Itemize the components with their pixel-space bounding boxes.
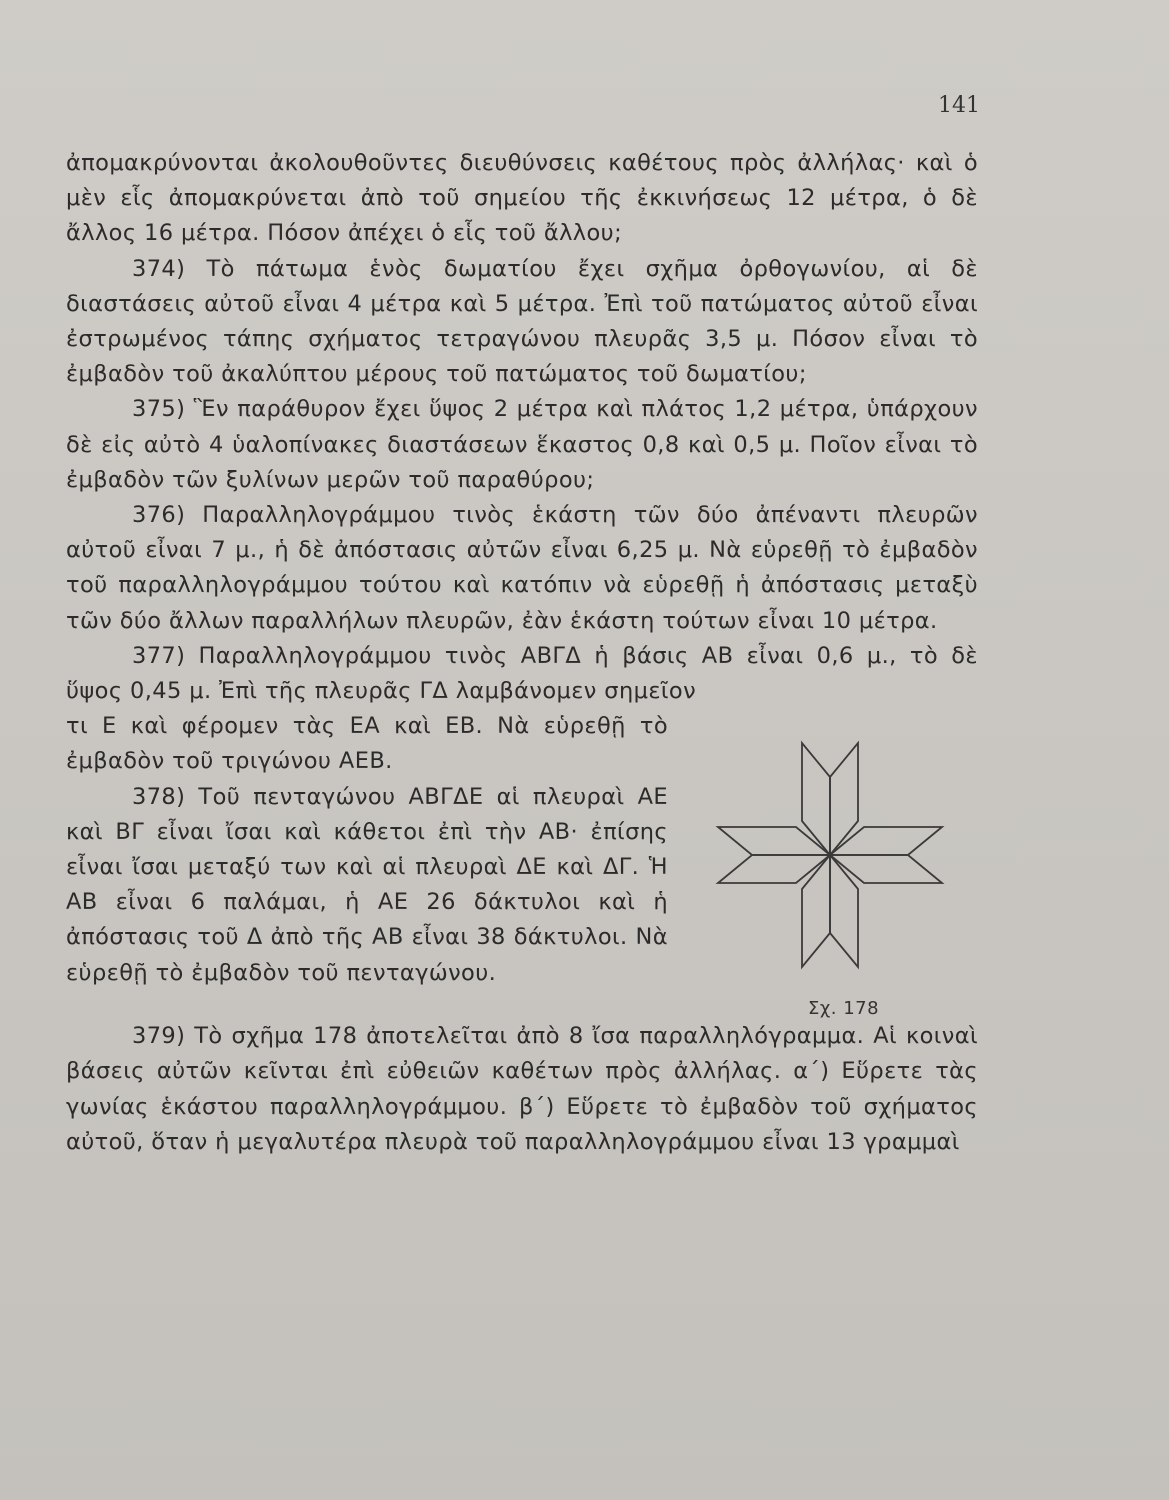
exercise-375: 375) Ἓν παράθυρον ἔχει ὕψος 2 μέτρα καὶ πλάτος 1,2 μέτρα, ὑπάρχουν δὲ εἰς αὐτὸ 4 ὑαλοπίνακες διαστάσεων ἕκαστος 0,8 καὶ 0,5 μ. Ποῖον εἶναι τὸ ἐμβαδὸν τῶν ξυλίνων μερῶν τοῦ παραθύρου; bbox=[66, 396, 978, 493]
parallelogram-5 bbox=[830, 855, 858, 967]
page-text bbox=[66, 146, 978, 1160]
parallelogram-4 bbox=[830, 855, 942, 883]
exercise-377-first-lines: 377) Παραλληλογράμμου τινὸς ΑΒΓΔ ἡ βάσις ΑΒ εἶναι 0,6 μ., τὸ δὲ ὕψος 0,45 μ. Ἐπὶ τῆς πλευρᾶς ΓΔ λαμβάνομεν σημεῖον bbox=[66, 642, 978, 705]
exercise-379: 379) Τὸ σχῆμα 178 ἀποτελεῖται ἀπὸ 8 ἴσα παραλληλόγραμμα. Αἱ κοιναὶ βάσεις αὐτῶν κεῖνται ἐπὶ εὐθειῶν καθέτων πρὸς ἀλλήλας. α΄) Εὕρετε τὰς γωνίας ἑκάστου παραλληλογράμμου. β΄) Εὕρετε τὸ ἐμβαδὸν τοῦ σχήματος αὐτοῦ, ὅταν ἡ μεγαλυτέρα πλευρὰ τοῦ παραλληλογράμμου εἶναι 13 γραμμαὶ bbox=[66, 1023, 978, 1155]
parallelogram-3 bbox=[830, 827, 942, 855]
figure-178 bbox=[678, 709, 978, 1019]
paragraph-continued: ἀπομακρύνονται ἀκολουθοῦντες διευθύνσεις καθέτους πρὸς ἀλλήλας· καὶ ὁ μὲν εἷς ἀπομακρύνεται ἀπὸ τοῦ σημείου τῆς ἐκκινήσεως 12 μέτρα, ὁ δὲ ἄλλος 16 μέτρα. Πόσον ἀπέχει ὁ εἷς τοῦ ἄλλου; bbox=[66, 150, 978, 247]
exercise-377-rest: τι Ε καὶ φέρομεν τὰς ΕΑ καὶ ΕΒ. Νὰ εὑρεθῇ τὸ ἐμβαδὸν τοῦ τριγώνου ΑΕΒ. bbox=[66, 713, 668, 775]
parallelogram-7 bbox=[718, 855, 830, 883]
parallelogram-2 bbox=[830, 743, 858, 855]
parallelogram-1 bbox=[802, 743, 830, 855]
exercise-378: 378) Τοῦ πενταγώνου ΑΒΓΔΕ αἱ πλευραὶ ΑΕ καὶ ΒΓ εἶναι ἴσαι καὶ κάθετοι ἐπὶ τὴν ΑΒ· ἐπίσης εἶναι ἴσαι μεταξύ των καὶ αἱ πλευραὶ ΔΕ καὶ ΔΓ. Ἡ ΑΒ εἶναι 6 παλάμαι, ἡ ΑΕ 26 δάκτυλοι καὶ ἡ ἀπόστασις τοῦ Δ ἀπὸ τῆς ΑΒ εἶναι 38 δάκτυλοι. Νὰ εὑρεθῇ τὸ ἐμβαδὸν τοῦ πενταγώνου. bbox=[66, 783, 668, 986]
star-figure bbox=[690, 727, 970, 997]
exercise-376: 376) Παραλληλογράμμου τινὸς ἑκάστη τῶν δύο ἀπέναντι πλευρῶν αὐτοῦ εἶναι 7 μ., ἡ δὲ ἀπόστασις αὐτῶν εἶναι 6,25 μ. Νὰ εὑρεθῇ τὸ ἐμβαδὸν τοῦ παραλληλογράμμου τούτου καὶ κατόπιν νὰ εὑρεθῇ ἡ ἀπόστασις μεταξὺ τῶν δύο ἄλλων παραλλήλων πλευρῶν, ἐὰν ἑκάστη τούτων εἶναι 10 μέτρα. bbox=[66, 502, 978, 634]
parallelogram-6 bbox=[802, 855, 830, 967]
exercise-374: 374) Τὸ πάτωμα ἑνὸς δωματίου ἔχει σχῆμα ὀρθογωνίου, αἱ δὲ διαστάσεις αὐτοῦ εἶναι 4 μέτρα καὶ 5 μέτρα. Ἐπὶ τοῦ πατώματος αὐτοῦ εἶναι ἐστρωμένος τάπης σχήματος τετραγώνου πλευρᾶς 3,5 μ. Πόσον εἶναι τὸ ἐμβαδὸν τοῦ ἀκαλύπτου μέρους τοῦ πατώματος τοῦ δωματίου; bbox=[66, 255, 978, 388]
figure-caption: Σχ. 178 bbox=[808, 998, 880, 1020]
page-number: 141 bbox=[938, 93, 980, 118]
parallelogram-8 bbox=[718, 827, 830, 855]
